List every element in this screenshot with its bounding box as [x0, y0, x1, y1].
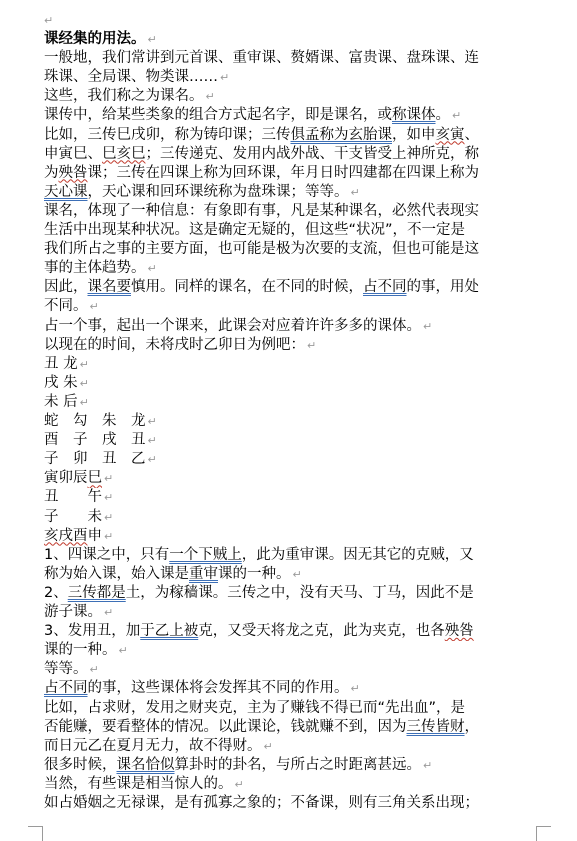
- text-line: 因此，课名要慎用。同样的课名，在不同的时候，占不同的事，用处: [44, 279, 479, 296]
- paragraph-mark-icon: ↵: [104, 491, 114, 505]
- paragraph-mark-icon: ↵: [147, 33, 157, 46]
- paragraph-mark-icon: ↵: [89, 663, 99, 677]
- paragraph-mark-icon: ↵: [423, 319, 433, 333]
- paragraph-mark-icon: ↵: [104, 510, 114, 524]
- paragraph-mark-icon: ↵: [220, 71, 230, 85]
- text-line: 占一个事，起出一个课来，此课会对应着许许多多的课体。 ↵: [44, 317, 433, 334]
- text-line: 课经集的用法。 ↵: [44, 31, 157, 47]
- text-line: 丑 午 ↵: [44, 489, 114, 506]
- paragraph-mark-icon: ↵: [350, 682, 360, 696]
- text-line: 课传中，给某些类象的组合方式起名字，即是课名，或称课体。 ↵: [44, 107, 462, 124]
- text-line: 酉 子 戌 丑 ↵: [44, 432, 157, 449]
- text-line: 不同。 ↵: [44, 298, 99, 315]
- text-line: 占不同的事，这些课体将会发挥其不同的作用。 ↵: [44, 680, 360, 697]
- text-line: 称为始入课，始入课是重审课的一种。 ↵: [44, 565, 302, 582]
- text-line: 比如，三传巳戌卯，称为铸印课；三传俱孟称为玄胎课，如申亥寅、: [44, 126, 479, 143]
- crop-mark-bottom-left-icon: [28, 826, 43, 841]
- text-line: 生活中出现某种状况。这是确定无疑的，但这些“状况”，不一定是: [44, 222, 466, 238]
- text-line: 寅卯辰巳 ↵: [44, 470, 114, 487]
- paragraph-mark-icon: ↵: [44, 14, 54, 27]
- paragraph-mark-icon: ↵: [79, 376, 89, 390]
- paragraph-mark-icon: ↵: [147, 262, 157, 276]
- text-line: 当然，有些课是相当惊人的。 ↵: [44, 775, 244, 792]
- text-line: 子 卯 丑 乙 ↵: [44, 451, 157, 468]
- text-line: 如占婚姻之无禄课，是有孤寡之象的；不备课，则有三角关系出现；: [44, 795, 479, 811]
- text-line: 课名，体现了一种信息：有象即有事，凡是某种课名，必然代表现实: [44, 202, 479, 219]
- paragraph-mark-icon: ↵: [205, 90, 215, 104]
- text-line: 丑 龙 ↵: [44, 355, 89, 372]
- text-line: 亥戌酉申 ↵: [44, 527, 114, 544]
- text-line: 珠课、全局课、物类课…… ↵: [44, 69, 230, 86]
- text-line: 未 后 ↵: [44, 393, 89, 410]
- text-line: 1、四课之中，只有一个下贼上，此为重审课。因无其它的克贼，又: [44, 546, 474, 563]
- paragraph-mark-icon: ↵: [79, 395, 89, 409]
- paragraph-mark-icon: ↵: [452, 109, 462, 123]
- text-line: 比如，占求财，发用之财夹克，主为了赚钱不得已而“先出血”，是: [44, 699, 466, 716]
- text-line: 戌 朱 ↵: [44, 374, 89, 391]
- text-line: 事的主体趋势。 ↵: [44, 260, 157, 277]
- text-line: 一般地，我们常讲到元首课、重审课、赘婿课、富贵课、盘珠课、连: [44, 50, 479, 67]
- paragraph-mark-icon: ↵: [423, 758, 433, 772]
- text-line: 课的一种。 ↵: [44, 642, 128, 659]
- text-line: 等等。 ↵: [44, 661, 99, 678]
- text-line: 3、发用丑，加于乙上被克，又受天将龙之克，此为夹克，也各殃咎: [44, 623, 474, 640]
- text-line: 为殃咎课；三传在四课上称为回环课，年月日时四建都在四课上称为: [44, 164, 479, 181]
- paragraph-mark-icon: ↵: [263, 739, 273, 753]
- paragraph-mark-icon: ↵: [104, 529, 114, 543]
- text-line: 这些，我们称之为课名。 ↵: [44, 88, 215, 105]
- paragraph-mark-icon: ↵: [147, 453, 157, 467]
- text-line: 天心课，天心课和回环课统称为盘珠课；等等。 ↵: [44, 183, 360, 200]
- crop-mark-bottom-right-icon: [536, 826, 551, 841]
- text-line: 而日元乙在夏月无力，故不得财。 ↵: [44, 737, 273, 754]
- text-line: 蛇 勾 朱 龙 ↵: [44, 413, 157, 429]
- text-line: 申寅巳、巳亥巳；三传递克、发用内战外战、干支皆受上神所克，称: [44, 145, 479, 162]
- text-line: 很多时候，课名恰似算卦时的卦名，与所占之时距离甚远。 ↵: [44, 756, 433, 773]
- paragraph-mark-icon: ↵: [104, 606, 114, 619]
- paragraph-mark-icon: ↵: [234, 777, 244, 791]
- paragraph-mark-icon: ↵: [104, 472, 114, 486]
- text-line: 我们所占之事的主要方面，也可能是极为次要的支流，但也可能是这: [44, 241, 479, 258]
- paragraph-mark-icon: ↵: [350, 185, 360, 199]
- paragraph-mark-icon: ↵: [147, 415, 157, 428]
- text-line: 游子课。 ↵: [44, 604, 114, 620]
- text-line: 否能赚，要看整体的情况。以此课论，钱就赚不到，因为三传皆财，: [44, 718, 479, 735]
- paragraph-mark-icon: ↵: [307, 338, 317, 352]
- text-line: 子 未 ↵: [44, 508, 114, 525]
- text-line: 以现在的时间，未将戌时乙卯日为例吧： ↵: [44, 336, 317, 353]
- paragraph-mark-icon: ↵: [79, 357, 89, 371]
- paragraph-mark-icon: ↵: [89, 300, 99, 314]
- paragraph-mark-icon: ↵: [118, 644, 128, 658]
- paragraph-mark-icon: ↵: [292, 567, 302, 581]
- text-line: 2、三传都是土，为稼穑课。三传之中，没有天马、丁马，因此不是: [44, 584, 474, 601]
- paragraph-mark-icon: ↵: [147, 434, 157, 448]
